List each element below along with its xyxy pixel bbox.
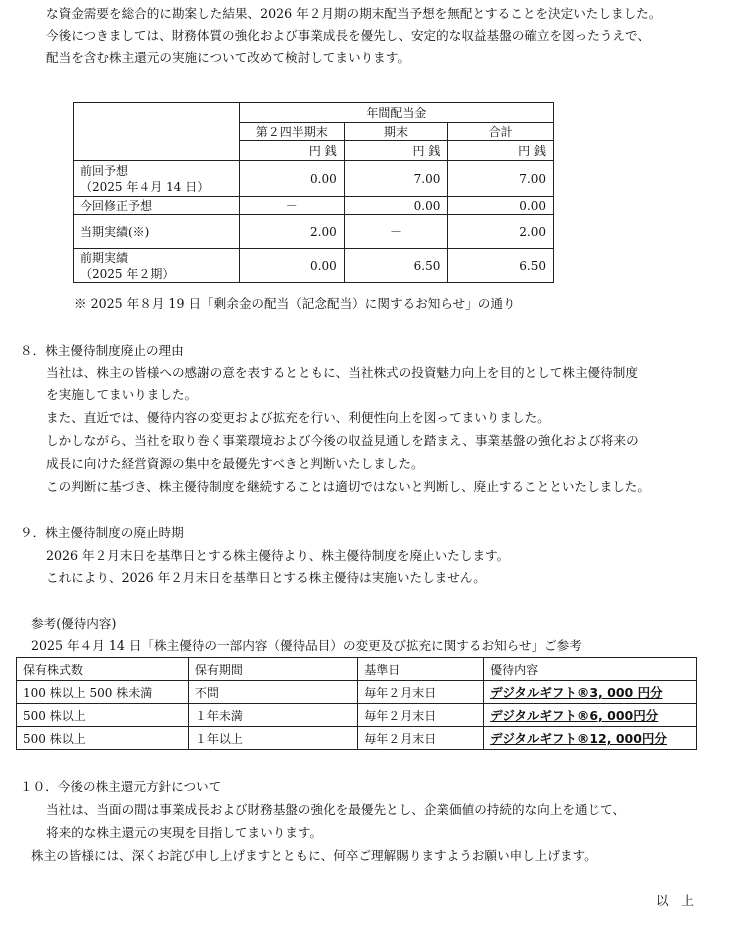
section8-line: 成長に向けた経営資源の集中を最優先すべきと判断いたしました。 [46, 456, 424, 471]
section8-heading: ８．株主優待制度廃止の理由 [20, 343, 184, 358]
table-row [74, 161, 554, 197]
cell-period: １年以上 [188, 727, 357, 750]
section8-line: この判断に基づき、株主優待制度を継続することは適切ではないと判断し、廃止することといたしました。 [46, 479, 650, 494]
cell-total: 6.50 [448, 249, 554, 283]
header-annual-dividend: 年間配当金 [239, 103, 553, 123]
cell-q2: － [239, 197, 344, 215]
cell-holdings: 500 株以上 [17, 727, 189, 750]
section8-line: また、直近では、優待内容の変更および拡充を行い、利便性向上を図ってまいりました。 [46, 410, 550, 425]
benefit-text: デジタルギフト®12, 000円分 [490, 731, 667, 746]
table-corner [74, 103, 240, 161]
cell-total: 7.00 [448, 161, 554, 197]
table-row [74, 249, 554, 283]
intro-line-1: な資金需要を総合的に勘案した結果、2026 年２月期の期末配当予想を無配とすることを決定いたしました。 [46, 6, 662, 21]
header-holdings: 保有株式数 [17, 658, 189, 681]
section9-line: 2026 年２月末日を基準日とする株主優待より、株主優待制度を廃止いたします。 [46, 548, 510, 563]
benefit-text: デジタルギフト®3, 000 円分 [490, 685, 663, 700]
cell-benefit [484, 681, 697, 704]
header-record-date: 基準日 [358, 658, 484, 681]
row-label: 前回予想 [80, 163, 129, 178]
section10-line: 当社は、当面の間は事業成長および財務基盤の強化を最優先とし、企業価値の持続的な向上を通じて、 [46, 802, 626, 817]
cell-yearend: 6.50 [344, 249, 448, 283]
cell-total: 0.00 [448, 197, 554, 215]
cell-holdings: 100 株以上 500 株未満 [17, 681, 189, 704]
table-row [17, 704, 697, 727]
dividend-table [73, 102, 554, 283]
closing-line: 株主の皆様には、深くお詫び申し上げますとともに、何卒ご理解賜りますようお願い申し上げます。 [31, 848, 597, 863]
cell-period: １年未満 [188, 704, 357, 727]
cell-yearend: 0.00 [344, 197, 448, 215]
cell-q2: 0.00 [239, 249, 344, 283]
cell-total: 2.00 [448, 215, 554, 249]
cell-q2: 0.00 [239, 161, 344, 197]
cell-record-date: 毎年２月末日 [358, 704, 484, 727]
benefit-text: デジタルギフト®6, 000円分 [490, 708, 659, 723]
row-label: 前期実績 [80, 250, 129, 265]
intro-line-2: 今後につきましては、財務体質の強化および事業成長を優先し、安定的な収益基盤の確立を図ったうえで、 [46, 28, 650, 43]
intro-line-3: 配当を含む株主還元の実施について改めて検討してまいります。 [46, 50, 410, 65]
header-period: 保有期間 [188, 658, 357, 681]
table-row [17, 727, 697, 750]
section10-heading: １０．今後の株主還元方針について [20, 779, 222, 794]
row-sublabel: （2025 年４月 14 日） [80, 179, 210, 194]
section9-heading: ９．株主優待制度の廃止時期 [20, 525, 184, 540]
table-row [17, 681, 697, 704]
header-benefit: 優待内容 [484, 658, 697, 681]
section9-line: これにより、2026 年２月末日を基準日とする株主優待は実施いたしません。 [46, 570, 486, 585]
cell-benefit [484, 704, 697, 727]
cell-holdings: 500 株以上 [17, 704, 189, 727]
table-row [74, 197, 554, 215]
benefit-table [16, 657, 697, 750]
row-label: 当期実績(※) [74, 215, 240, 249]
section8-line: 当社は、株主の皆様への感謝の意を表するとともに、当社株式の投資魅力向上を目的として株主優待制度 [46, 365, 638, 380]
cell-yearend: － [344, 215, 448, 249]
dividend-note: ※ 2025 年８月 19 日「剰余金の配当（記念配当）に関するお知らせ」の通り [74, 296, 516, 311]
cell-benefit [484, 727, 697, 750]
section8-line: しかしながら、当社を取り巻く事業環境および今後の収益見通しを踏まえ、事業基盤の強化および将来の [46, 433, 639, 448]
cell-q2: 2.00 [239, 215, 344, 249]
section8-line: を実施してまいりました。 [46, 387, 198, 402]
row-label: 今回修正予想 [74, 197, 240, 215]
unit-cell: 円 銭 [344, 141, 448, 161]
reference-subtitle: 2025 年４月 14 日「株主優待の一部内容（優待品目）の変更及び拡充に関するお知らせ」ご参考 [31, 638, 582, 653]
col-header-yearend: 期末 [344, 123, 448, 141]
cell-period: 不問 [188, 681, 357, 704]
col-header-total: 合計 [448, 123, 554, 141]
unit-cell: 円 銭 [239, 141, 344, 161]
unit-cell: 円 銭 [448, 141, 554, 161]
cell-record-date: 毎年２月末日 [358, 727, 484, 750]
cell-yearend: 7.00 [344, 161, 448, 197]
end-mark: 以 上 [656, 893, 694, 908]
row-sublabel: （2025 年２期） [80, 266, 175, 281]
table-row [74, 215, 554, 249]
table-header-row [17, 658, 697, 681]
reference-title: 参考(優待内容) [31, 616, 117, 631]
section10-line: 将来的な株主還元の実現を目指してまいります。 [46, 825, 323, 840]
cell-record-date: 毎年２月末日 [358, 681, 484, 704]
col-header-q2: 第２四半期末 [239, 123, 344, 141]
